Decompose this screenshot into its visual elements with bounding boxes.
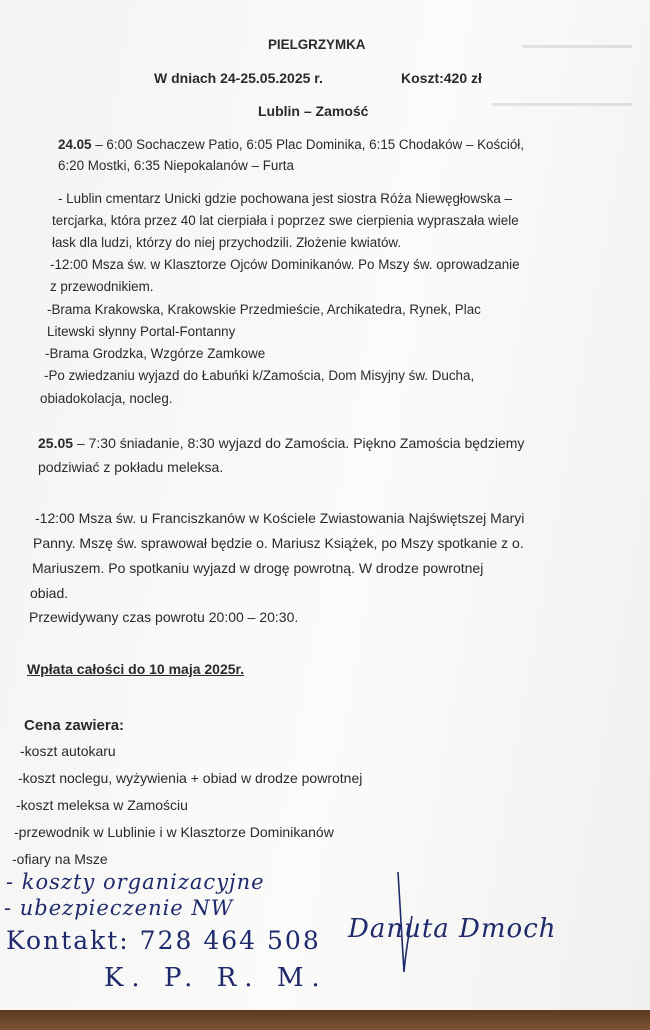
price-item: -koszt noclegu, wyżywienia + obiad w drodze powrotnej [18,770,363,786]
bleed-through-text: ▬▬▬▬▬▬▬▬▬▬▬ [522,40,632,51]
table-surface [0,1010,650,1030]
day1-text-line: -Brama Krakowska, Krakowskie Przedmieście, Archikatedra, Rynek, Plac [47,302,481,317]
day2-text-line: Przewidywany czas powrotu 20:00 – 20:30. [29,609,299,625]
day1-text-line: -12:00 Msza św. w Klasztorze Ojców Dominikanów. Po Mszy św. oprowadzanie [50,257,520,272]
day2-text-line: Panny. Mszę św. sprawował będzie o. Mariusz Książek, po Mszy spotkanie z o. [33,535,524,551]
day1-schedule-line: 24.05 – 6:00 Sochaczew Patio, 6:05 Plac Dominika, 6:15 Chodaków – Kościół, [58,137,524,152]
trip-cost: Koszt:420 zł [401,70,482,86]
price-item: -koszt autokaru [20,743,116,759]
day2-text-line: -12:00 Msza św. u Franciszkanów w Kościele Zwiastowania Najświętszej Maryi [35,510,525,526]
handwritten-item: - ubezpieczenie NW [4,896,234,920]
day1-text-line: obiadokolacja, nocleg. [40,391,173,406]
trip-dates: W dniach 24-25.05.2025 r. [154,70,323,86]
trip-route: Lublin – Zamość [258,103,369,119]
document-title: PIELGRZYMKA [268,37,366,52]
day2-schedule-line: 25.05 – 7:30 śniadanie, 8:30 wyjazd do Zamościa. Piękno Zamościa będziemy [38,435,525,451]
bleed-through-text: ▬▬▬▬▬▬▬▬▬▬▬▬▬▬ [492,98,632,109]
price-includes-heading: Cena zawiera: [24,717,125,734]
day1-date: 24.05 [58,137,92,152]
day1-text-line: -Brama Grodzka, Wzgórze Zamkowe [45,346,266,361]
day2-date: 25.05 [38,435,74,451]
day1-text-line: łask dla ludzi, którzy do niej przychodzili. Złożenie kwiatów. [52,235,402,250]
price-item: -przewodnik w Lublinie i w Klasztorze Dominikanów [14,824,334,840]
handwritten-contact: Kontakt: 728 464 508 [6,926,321,955]
day1-text-line: z przewodnikiem. [50,279,154,294]
day1-text-line: - Lublin cmentarz Unicki gdzie pochowana jest siostra Róża Niewęgłowska – [58,191,513,206]
signature-stroke [392,868,416,978]
handwritten-initials: K. P. R. M. [104,963,328,993]
day1-schedule-line: 6:20 Mostki, 6:35 Niepokalanów – Furta [58,158,294,173]
day2-text-line: Mariuszem. Po spotkaniu wyjazd w drogę powrotną. W drodze powrotnej [32,560,484,576]
handwritten-signature: Danuta Dmoch [348,914,557,944]
day1-text-line: -Po zwiedzaniu wyjazd do Łabuńki k/Zamościa, Dom Misyjny św. Ducha, [44,368,475,383]
day2-schedule-line: podziwiać z pokładu meleksa. [38,459,224,475]
day2-text-line: obiad. [30,585,69,601]
price-item: -koszt meleksa w Zamościu [16,797,188,813]
handwritten-item: - koszty organizacyjne [6,870,265,894]
day1-text-line: Litewski słynny Portal-Fontanny [47,324,236,339]
price-item: -ofiary na Msze [12,851,108,867]
day1-text-line: tercjarka, która przez 40 lat cierpiała i poprzez swe cierpienia wypraszała wiele [52,213,519,228]
payment-deadline: Wpłata całości do 10 maja 2025r. [27,661,245,677]
